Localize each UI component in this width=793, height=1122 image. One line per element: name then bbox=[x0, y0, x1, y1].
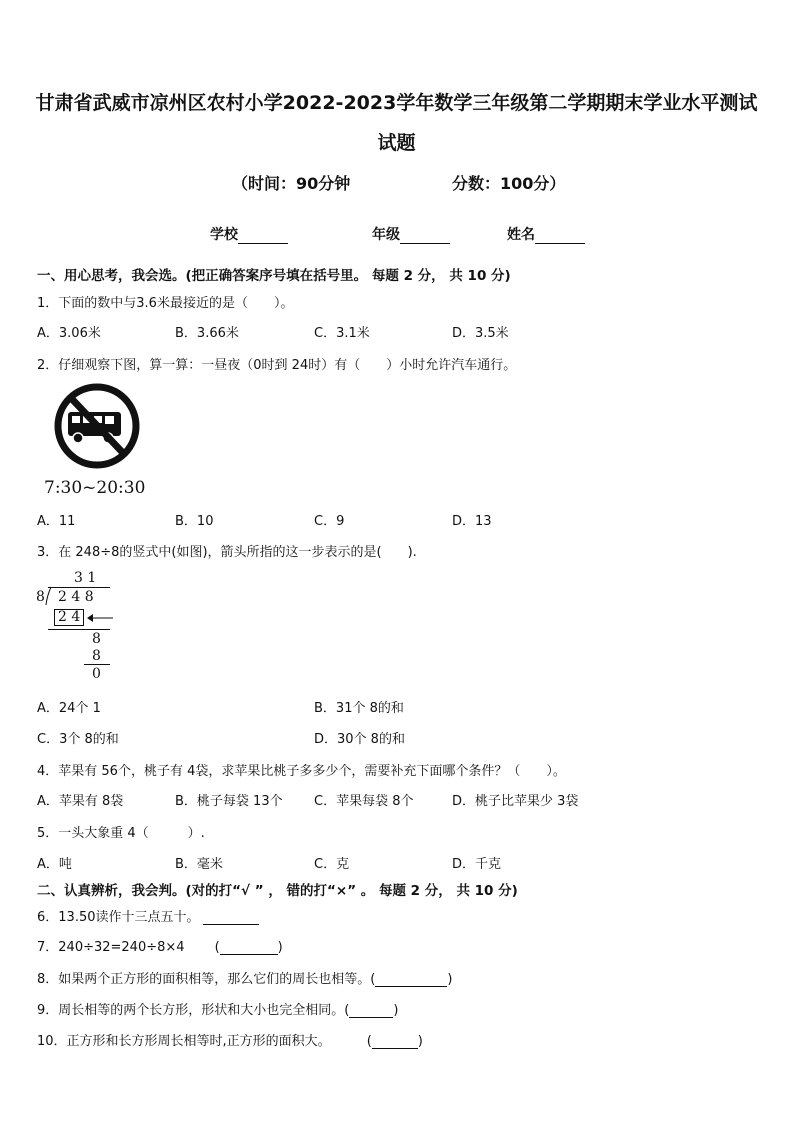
subtraction-line-1 bbox=[48, 629, 110, 630]
grade-field[interactable] bbox=[400, 229, 450, 244]
q1-option-d[interactable]: D．3.5米 bbox=[452, 326, 509, 341]
question-1: 1．下面的数中与3.6米最接近的是（ ）。 bbox=[37, 296, 294, 311]
q7-answer-blank[interactable] bbox=[220, 940, 278, 955]
arrow-left-icon bbox=[86, 612, 114, 624]
page-title-continued: 试题 bbox=[377, 132, 416, 154]
q2-option-d[interactable]: D．13 bbox=[452, 514, 492, 529]
q4-option-c[interactable]: C．苹果每袋 8个 bbox=[314, 794, 414, 809]
exam-time: （时间：90分钟 bbox=[232, 174, 351, 193]
question-7: 7．240÷32=240÷8×4 ( ) bbox=[37, 940, 283, 955]
q9-answer-blank[interactable] bbox=[349, 1003, 393, 1018]
question-2: 2．仔细观察下图，算一算：一昼夜（0时到 24时）有（ ）小时允许汽车通行。 bbox=[37, 358, 517, 373]
question-4: 4．苹果有 56个，桃子有 4袋，求苹果比桃子多多少个，需要补充下面哪个条件？（ ）。 bbox=[37, 764, 566, 779]
q3-option-b[interactable]: B．31个 8的和 bbox=[314, 701, 404, 716]
name-label: 姓名 bbox=[507, 227, 535, 243]
exam-score: 分数：100分） bbox=[452, 174, 566, 193]
school-label: 学校 bbox=[210, 227, 238, 243]
question-6: 6．13.50读作十三点五十。 bbox=[37, 906, 259, 925]
remainder-2: 0 bbox=[92, 666, 101, 682]
section1-heading: 一、用心思考，我会选。(把正确答案序号填在括号里。 每题 2 分， 共 10 分) bbox=[37, 268, 511, 284]
long-division-figure bbox=[36, 568, 126, 688]
name-field[interactable] bbox=[535, 229, 585, 244]
q1-option-a[interactable]: A．3.06米 bbox=[37, 326, 101, 341]
question-9: 9．周长相等的两个长方形，形状和大小也完全相同。( ) bbox=[37, 1003, 399, 1018]
q5-option-a[interactable]: A．吨 bbox=[37, 857, 72, 872]
q8-answer-blank[interactable] bbox=[375, 972, 447, 987]
question-10: 10．正方形和长方形周长相等时,正方形的面积大。 ( ) bbox=[37, 1034, 423, 1049]
q5-option-b[interactable]: B．毫米 bbox=[175, 857, 223, 872]
school-field[interactable] bbox=[238, 229, 288, 244]
q3-option-d[interactable]: D．30个 8的和 bbox=[314, 732, 405, 747]
q10-answer-blank[interactable] bbox=[372, 1034, 418, 1049]
question-5: 5．一头大象重 4（ ）. bbox=[37, 826, 205, 841]
page-title: 甘肃省武威市凉州区农村小学2022-2023学年数学三年级第二学期期末学业水平测试 bbox=[35, 92, 758, 114]
remainder-1: 8 bbox=[92, 631, 101, 647]
q4-option-d[interactable]: D．桃子比苹果少 3袋 bbox=[452, 794, 579, 809]
quotient: 3 1 bbox=[74, 570, 97, 586]
q4-option-b[interactable]: B．桃子每袋 13个 bbox=[175, 794, 283, 809]
q2-option-b[interactable]: B．10 bbox=[175, 514, 214, 529]
question-3: 3．在 248÷8的竖式中(如图)，箭头所指的这一步表示的是( ). bbox=[37, 545, 417, 560]
q2-option-c[interactable]: C．9 bbox=[314, 514, 345, 529]
dividend: 2 4 8 bbox=[58, 589, 94, 605]
q2-option-a[interactable]: A．11 bbox=[37, 514, 76, 529]
divisor: 8 bbox=[36, 589, 45, 605]
division-bar bbox=[48, 587, 110, 588]
step-2: 8 bbox=[92, 648, 101, 664]
q3-option-c[interactable]: C．3个 8的和 bbox=[37, 732, 119, 747]
sign-time-range: 7:30~20:30 bbox=[44, 478, 146, 498]
section2-heading: 二、认真辨析，我会判。(对的打“√ ” ， 错的打“×” 。 每题 2 分， 共 10 分) bbox=[37, 883, 518, 899]
grade-label: 年级 bbox=[372, 227, 400, 243]
highlighted-step: 2 4 bbox=[54, 609, 84, 626]
division-bracket bbox=[45, 586, 53, 606]
q5-option-d[interactable]: D．千克 bbox=[452, 857, 502, 872]
subtraction-line-2 bbox=[84, 664, 110, 665]
q6-answer-blank[interactable] bbox=[203, 910, 259, 925]
q3-option-a[interactable]: A．24个 1 bbox=[37, 701, 101, 716]
q1-option-c[interactable]: C．3.1米 bbox=[314, 326, 370, 341]
q4-option-a[interactable]: A．苹果有 8袋 bbox=[37, 794, 124, 809]
q5-option-c[interactable]: C．克 bbox=[314, 857, 350, 872]
q1-option-b[interactable]: B．3.66米 bbox=[175, 326, 239, 341]
question-8: 8．如果两个正方形的面积相等，那么它们的周长也相等。( ) bbox=[37, 972, 453, 987]
no-bus-sign-icon bbox=[50, 382, 146, 472]
